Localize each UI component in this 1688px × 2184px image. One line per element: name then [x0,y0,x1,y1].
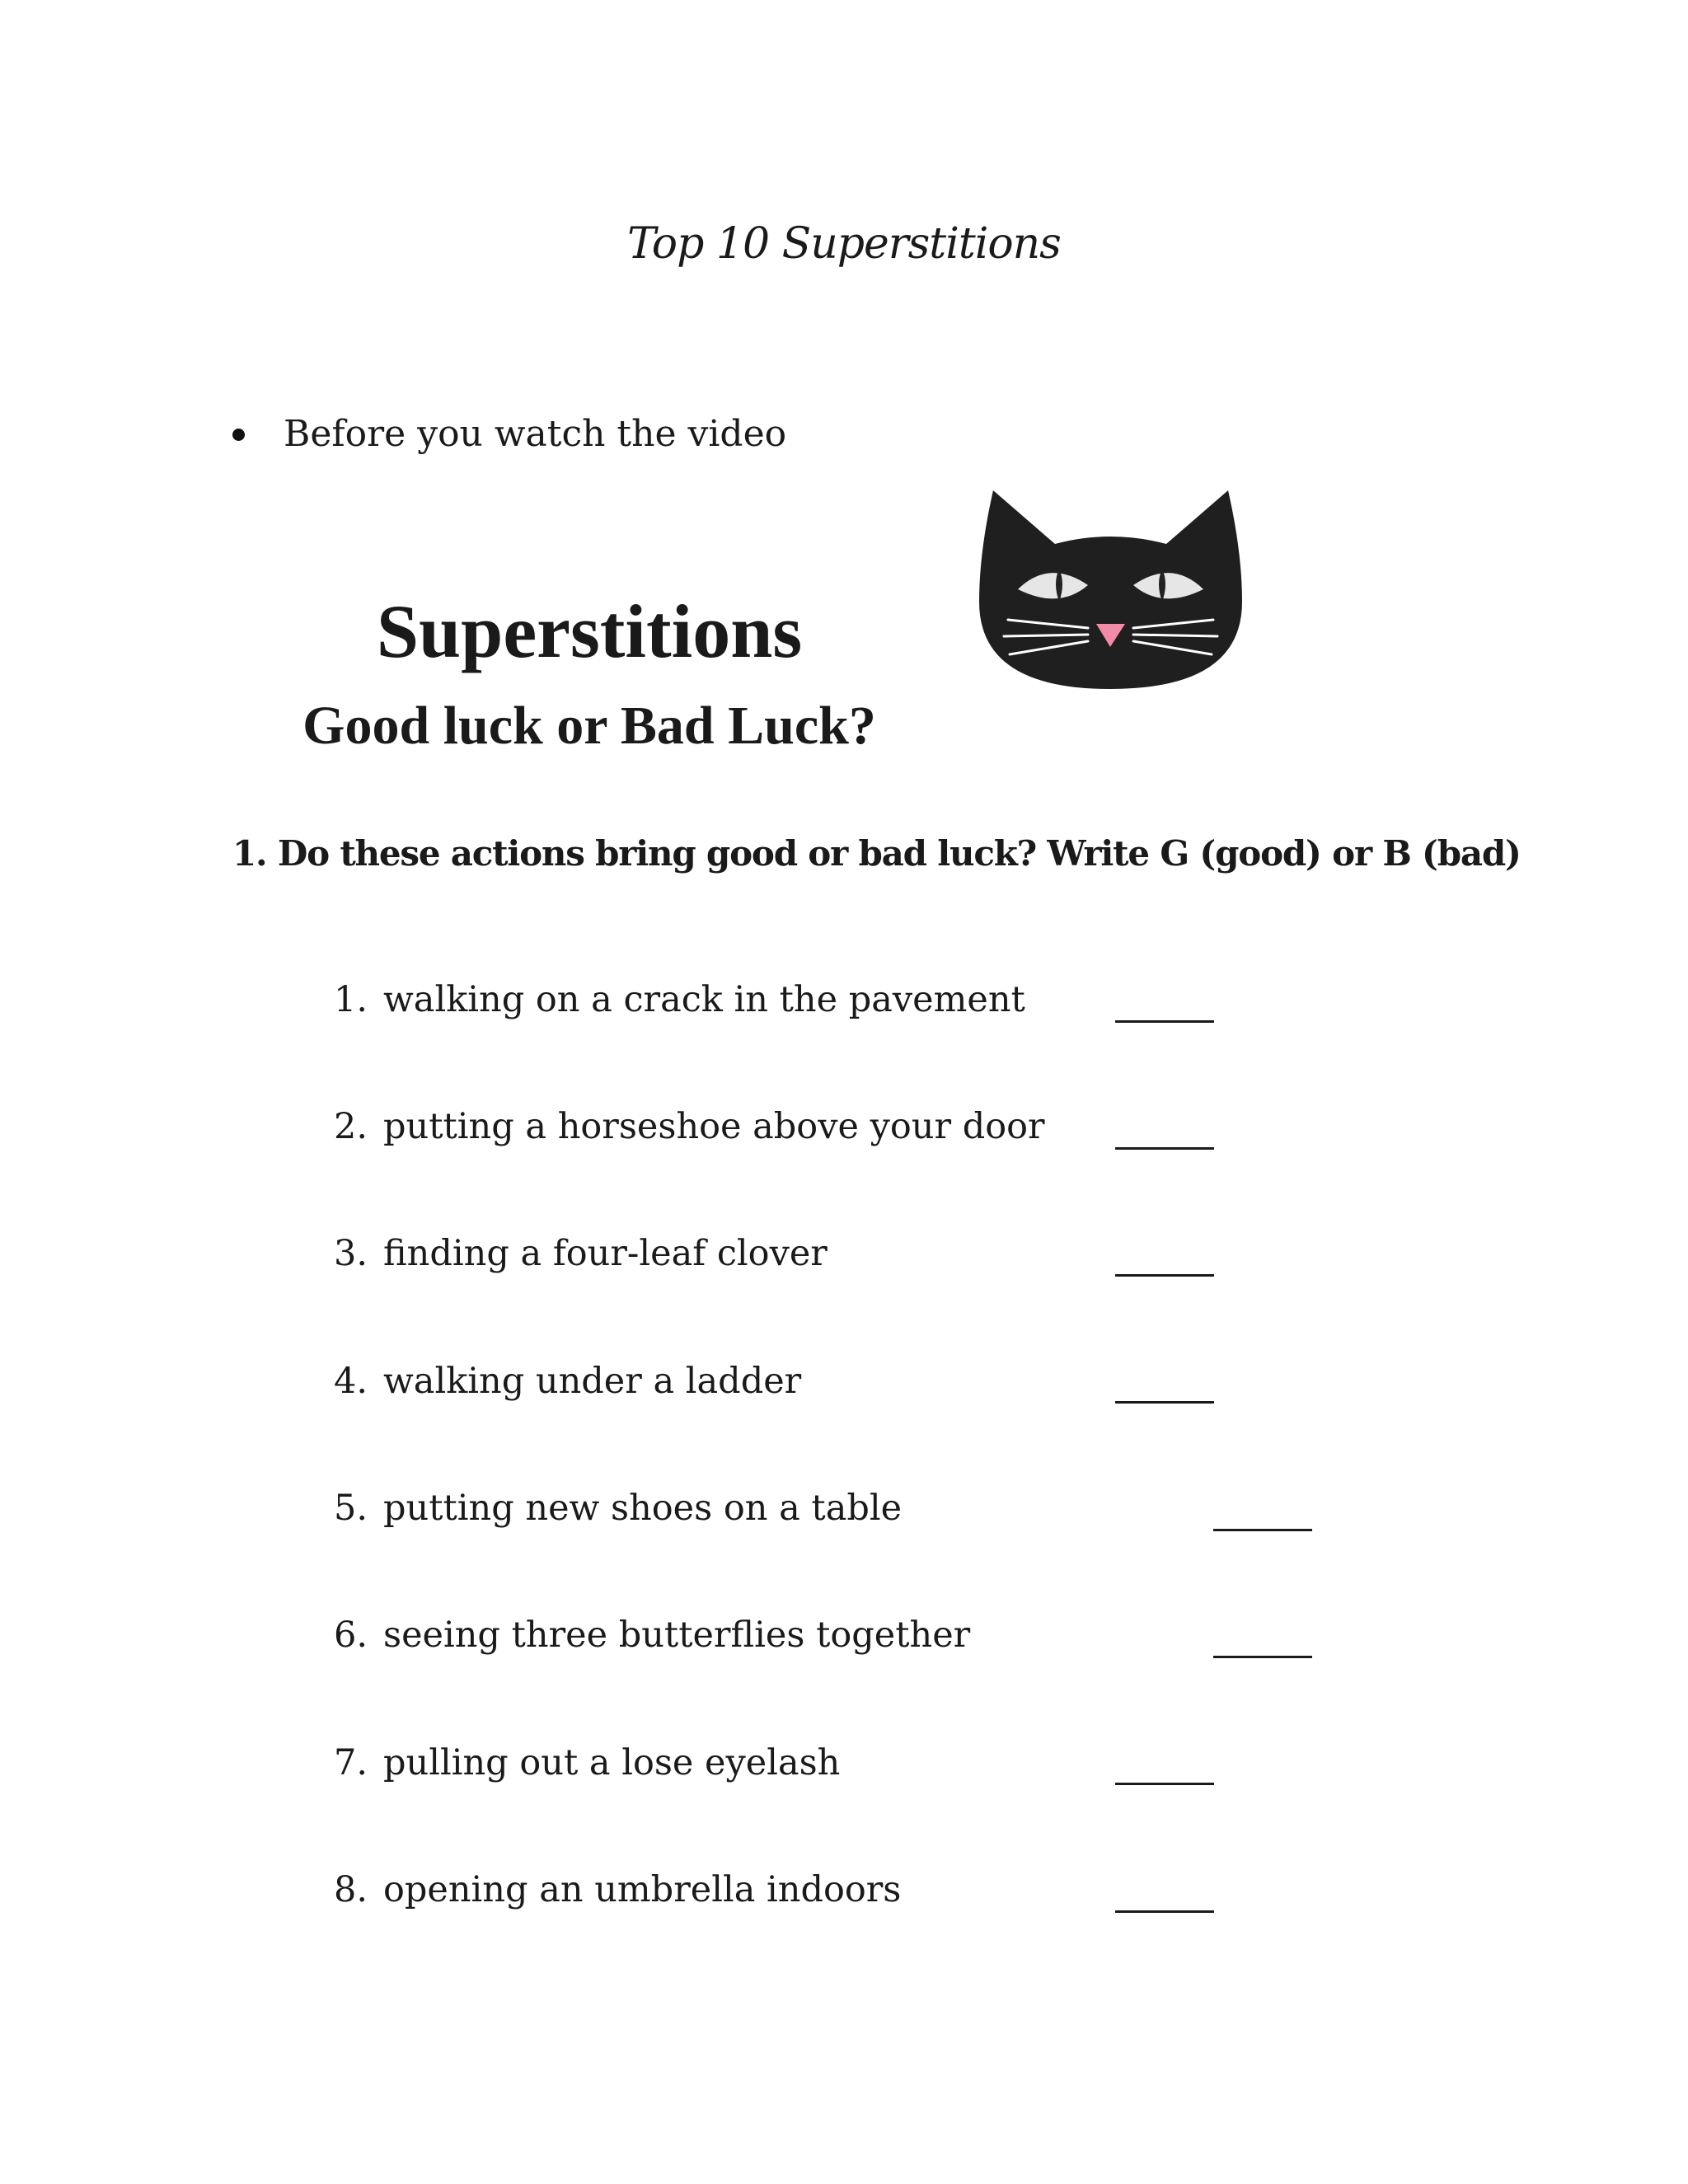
answer-blank[interactable] [1213,1656,1312,1658]
item-text: opening an umbrella indoors [383,1869,902,1910]
item-text: walking under a ladder [383,1361,802,1402]
answer-blank[interactable] [1115,1020,1214,1023]
item-number: 3. [334,1233,368,1274]
item-row [334,1488,903,1529]
item-row [334,1233,828,1274]
item-row [334,1869,902,1910]
item-text: walking on a crack in the pavement [383,979,1025,1020]
sub-heading: Good luck or Bad Luck? [302,696,876,756]
item-text: pulling out a lose eyelash [383,1742,841,1783]
item-number: 6. [334,1615,368,1656]
item-number: 1. [334,979,368,1020]
item-number: 2. [334,1106,368,1147]
intro-bullet-text: Before you watch the video [284,413,787,455]
answer-blank[interactable] [1115,1401,1214,1404]
item-number: 5. [334,1488,368,1529]
item-row [334,979,1025,1020]
exercise-instruction: 1. Do these actions bring good or bad luck? Write G (good) or B (bad) [232,833,1521,874]
answer-blank[interactable] [1115,1147,1214,1150]
item-number: 4. [334,1361,368,1402]
item-text: putting new shoes on a table [383,1488,903,1529]
answer-blank[interactable] [1115,1783,1214,1785]
item-text: seeing three butterflies together [383,1615,971,1656]
item-text: putting a horseshoe above your door [383,1106,1045,1147]
item-text: finding a four-leaf clover [383,1233,828,1274]
item-row [334,1106,1045,1147]
main-heading: Superstitions [376,589,803,673]
page-title: Top 10 Superstitions [627,219,1061,269]
answer-blank[interactable] [1213,1529,1312,1531]
item-number: 7. [334,1742,368,1783]
item-row [334,1361,802,1402]
item-number: 8. [334,1869,368,1910]
answer-blank[interactable] [1115,1910,1214,1913]
item-row [334,1615,971,1656]
answer-blank[interactable] [1115,1274,1214,1277]
item-row [334,1742,841,1783]
